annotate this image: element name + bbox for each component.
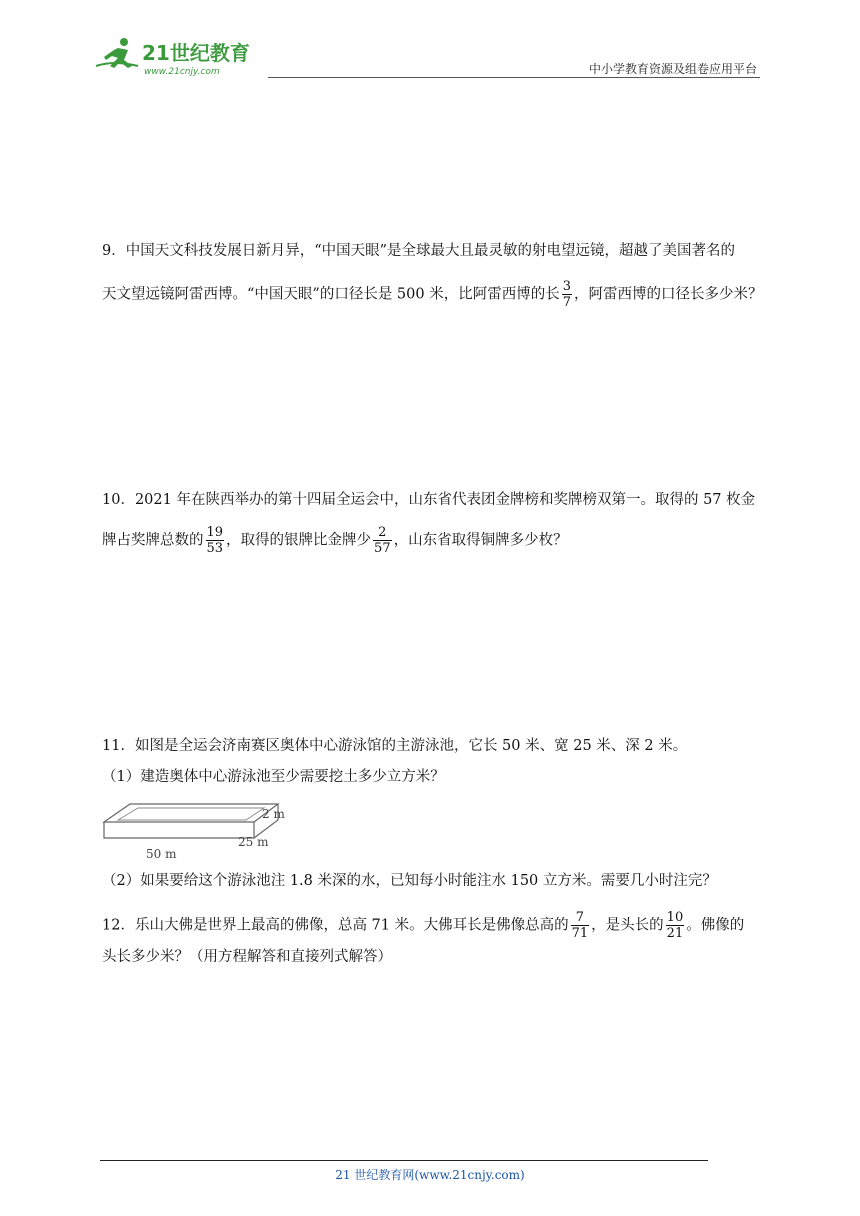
site-logo [94, 36, 264, 80]
pool-width-label: 25 m [238, 835, 269, 849]
q12-line2: 头长多少米？（用方程解答和直接列式解答） [102, 949, 392, 965]
svg-text:www.21cnjy.com: www.21cnjy.com [144, 67, 220, 77]
fraction-denominator: 71 [571, 926, 589, 941]
q12-text-c: 。佛像的 [686, 917, 745, 934]
footer-divider [100, 1160, 708, 1161]
fraction-denominator: 57 [374, 541, 391, 556]
q10-fraction-1 [206, 525, 225, 556]
fraction-numerator: 2 [378, 525, 387, 540]
q9-line2 [102, 279, 763, 310]
header-divider [268, 77, 760, 78]
q10-text-c: ，山东省取得铜牌多少枚？ [393, 532, 568, 549]
q12-text-b: ，是头长的 [591, 917, 664, 934]
q9-line1: 9．中国天文科技发展日新月异，“中国天眼”是全球最大且最灵敏的射电望远镜，超越了美国著名的 [102, 243, 736, 259]
footer-link[interactable]: 21 世纪教育网(www.21cnjy.com) [335, 1168, 525, 1182]
fraction-numerator: 3 [562, 279, 571, 294]
header-tagline: 中小学教育资源及组卷应用平台 [588, 62, 757, 76]
pool-length-label: 50 m [146, 847, 177, 860]
q11-sub2: （2）如果要给这个游泳池注 1.8 米深的水，已知每小时能注水 150 立方米。需要几小时注完？ [102, 873, 717, 889]
q9-fraction [562, 279, 572, 310]
fraction-denominator: 53 [206, 541, 224, 556]
fraction-numerator: 7 [575, 910, 585, 925]
q12-text-a: 12．乐山大佛是世界上最高的佛像，总高 71 米。大佛耳长是佛像总高的 [102, 917, 569, 934]
pool-depth-label: 2 m [262, 807, 285, 821]
svg-text:21世纪教育: 21世纪教育 [142, 41, 250, 65]
runner-icon [96, 38, 138, 68]
q10-fraction-2 [373, 525, 392, 556]
q11-line1: 11．如图是全运会济南赛区奥体中心游泳馆的主游泳池，它长 50 米、宽 25 米、深 2 米。 [102, 738, 688, 754]
fraction-denominator: 7 [562, 295, 571, 310]
q10-text-b: ，取得的银牌比金牌少 [226, 532, 372, 549]
swimming-pool-diagram [100, 800, 296, 860]
q11-sub1: （1）建造奥体中心游泳池至少需要挖土多少立方米？ [102, 769, 445, 785]
q12-fraction-2 [666, 910, 685, 941]
q12-fraction-1 [571, 910, 590, 941]
q12-line1 [102, 910, 744, 941]
q9-text-a: 天文望远镜阿雷西博。“中国天眼”的口径长是 500 米，比阿雷西博的长 [102, 286, 560, 303]
fraction-numerator: 19 [206, 525, 224, 540]
fraction-numerator: 10 [666, 910, 684, 925]
q10-line2 [102, 525, 568, 556]
q10-line1: 10．2021 年在陕西举办的第十四届全运会中，山东省代表团金牌榜和奖牌榜双第一。取得的 57 枚金 [102, 492, 756, 508]
q10-text-a: 牌占奖牌总数的 [102, 532, 204, 549]
q9-text-b: ，阿雷西博的口径长多少米？ [574, 286, 763, 303]
fraction-denominator: 21 [666, 926, 684, 941]
